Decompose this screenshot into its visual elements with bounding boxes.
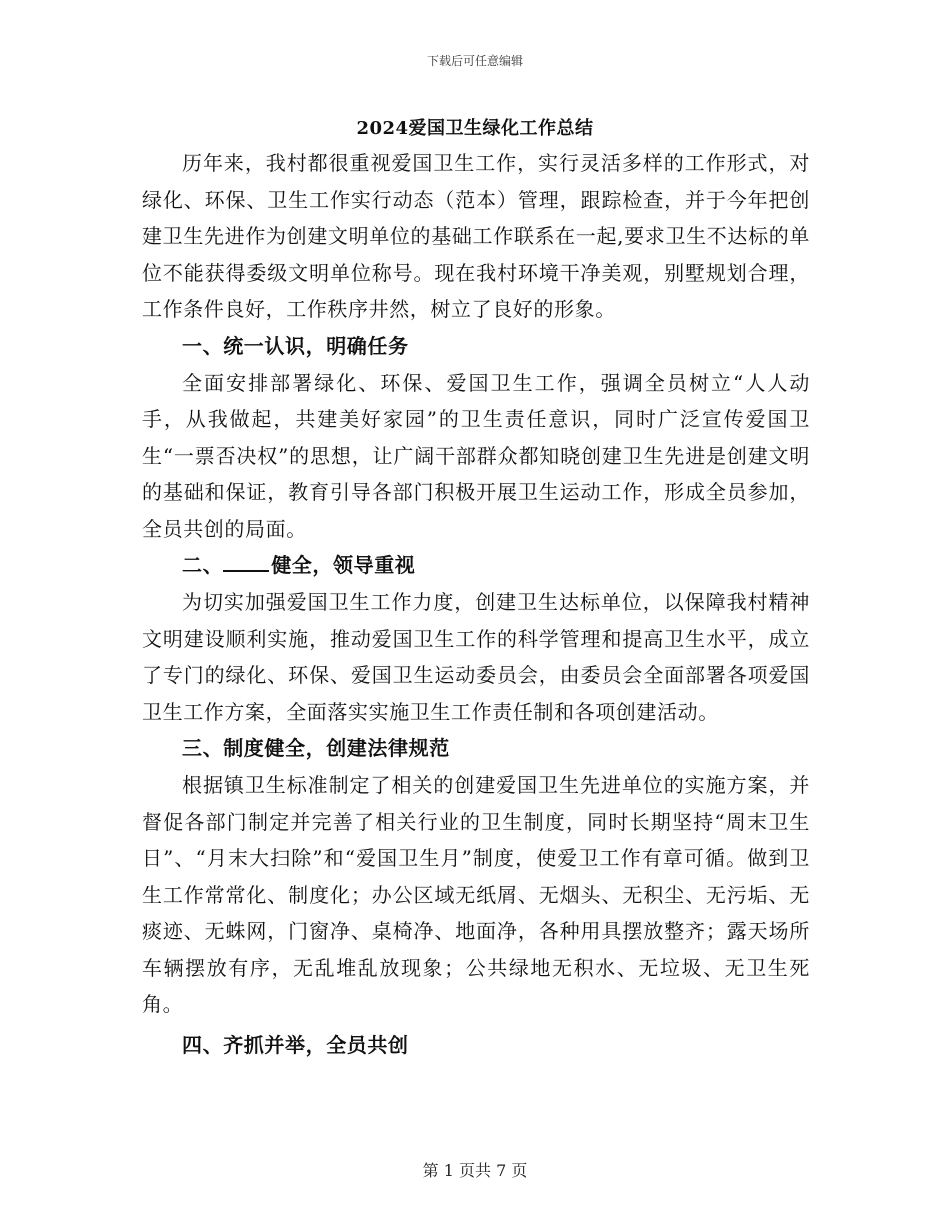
section-1-body: 全面安排部署绿化、环保、爱国卫生工作，强调全员树立“人人动手，从我做起，共建美好家园”的卫生责任意识，同时广泛宣传爱国卫生“一票否决权”的思想，让广阔干部群众都知晓创建卫生先进是创建文明的基础和保证，教育引导各部门积极开展卫生运动工作，形成全员参加，全员共创的局面。 [142, 370, 810, 541]
section-2-heading [142, 547, 810, 584]
document-title: 2024爱国卫生绿化工作总结 [356, 118, 594, 139]
header-note: 下载后可任意编辑 [426, 54, 523, 68]
section-1-heading: 一、统一认识，明确任务 [182, 333, 409, 358]
section-3-heading: 三、制度健全，创建法律规范 [182, 736, 450, 760]
section-4-heading: 四、齐抓并举，全员共创 [182, 1032, 409, 1057]
document-body [142, 145, 810, 1064]
intro-paragraph: 历年来，我村都很重视爱国卫生工作，实行灵活多样的工作形式，对绿化、环保、卫生工作实行动态（范本）管理，跟踪检查，并于今年把创建卫生先进作为创建文明单位的基础工作联系在一起,要求卫生不达标的单位不能获得委级文明单位称号。现在我村环境干净美观，别墅规划合理，工作条件良好，工作秩序井然，树立了良好的形象。 [142, 151, 810, 321]
section-2-heading-prefix: 二、 [182, 553, 224, 577]
section-2-body: 为切实加强爱国卫生工作力度，创建卫生达标单位，以保障我村精神文明建设顺利实施，推动爱国卫生工作的科学管理和提高卫生水平，成立了专门的绿化、环保、爱国卫生运动委员会，由委员会全面部署各项爱国卫生工作方案，全面落实实施卫生工作责任制和各项创建活动。 [142, 590, 810, 724]
section-2-heading-blank [223, 552, 269, 572]
page-footer: 第 1 页共 7 页 [422, 1161, 528, 1180]
section-3-body: 根据镇卫生标准制定了相关的创建爱国卫生先进单位的实施方案，并督促各部门制定并完善了相关行业的卫生制度，同时长期坚持“周末卫生日”、“月末大扫除”和“爱国卫生月”制度，使爱卫工作有章可循。做到卫生工作常常化、制度化；办公区域无纸屑、无烟头、无积尘、无污垢、无痰迹、无蛛网，门窗净、桌椅净、地面净，各种用具摆放整齐；露天场所车辆摆放有序，无乱堆乱放现象；公共绿地无积水、无垃圾、无卫生死角。 [142, 773, 810, 1016]
section-2-heading-suffix: 健全，领导重视 [271, 553, 416, 577]
